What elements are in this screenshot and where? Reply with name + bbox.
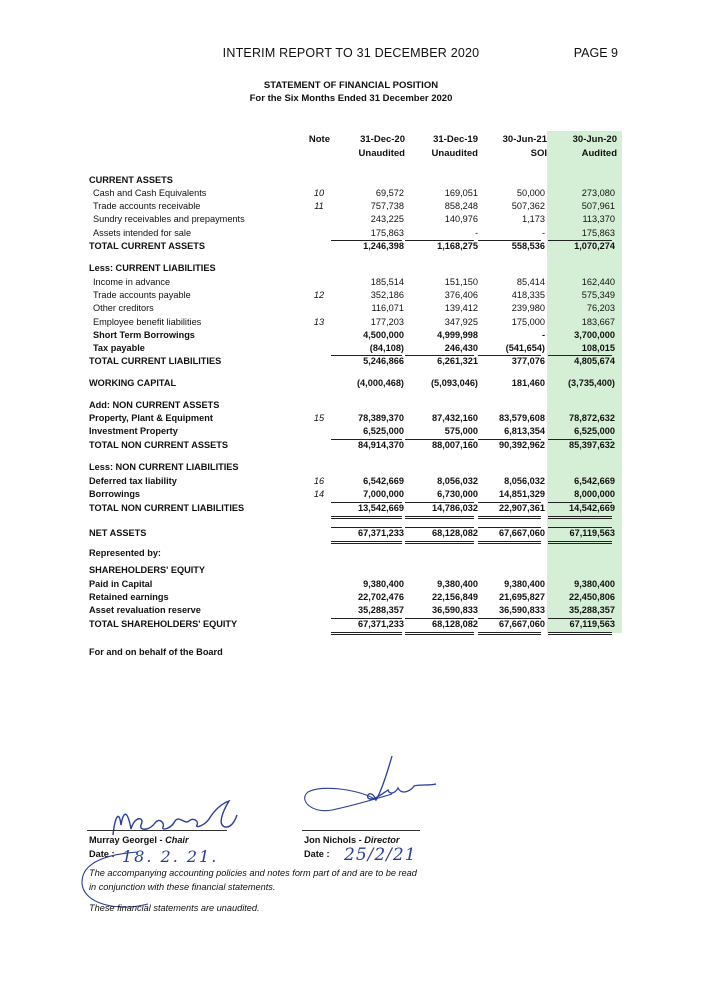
row-value: 90,392,962 bbox=[499, 440, 545, 450]
column-header-30-jun-20: 30-Jun-20 Audited bbox=[572, 134, 617, 159]
row-value: 22,450,806 bbox=[569, 592, 615, 602]
row-value: (541,654) bbox=[505, 343, 545, 353]
table-row bbox=[89, 342, 619, 355]
row-value: 9,380,400 bbox=[437, 579, 478, 589]
row-value: 67,667,060 bbox=[499, 528, 545, 538]
subtotal-rule bbox=[478, 618, 541, 619]
row-value: 67,371,233 bbox=[358, 528, 404, 538]
row-value: 78,389,370 bbox=[358, 413, 404, 423]
total-double-rule bbox=[331, 541, 402, 542]
total-double-rule bbox=[548, 632, 612, 633]
row-note: 13 bbox=[313, 317, 325, 327]
table-row bbox=[89, 547, 619, 560]
subtotal-rule bbox=[478, 527, 541, 528]
row-value: 36,590,833 bbox=[499, 605, 545, 615]
subtotal-rule bbox=[405, 439, 474, 440]
footer-line-1: The accompanying accounting policies and notes form part of and are to be read bbox=[89, 868, 417, 878]
subtotal-rule bbox=[478, 502, 541, 503]
total-double-rule bbox=[548, 516, 612, 517]
total-double-rule bbox=[331, 516, 402, 517]
row-value: 88,007,160 bbox=[432, 440, 478, 450]
subtotal-rule bbox=[548, 527, 612, 528]
row-note: 15 bbox=[313, 413, 325, 423]
subtotal-rule bbox=[405, 240, 474, 241]
row-label: NET ASSETS bbox=[89, 528, 147, 538]
table-row bbox=[89, 262, 619, 275]
row-label: TOTAL CURRENT LIABILITIES bbox=[89, 356, 222, 366]
row-label: Add: NON CURRENT ASSETS bbox=[89, 400, 220, 410]
row-value: (3,735,400) bbox=[568, 378, 615, 388]
row-value: 76,203 bbox=[586, 303, 615, 313]
row-label: Tax payable bbox=[93, 343, 145, 353]
row-value: 183,667 bbox=[581, 317, 615, 327]
row-value: 35,288,357 bbox=[569, 605, 615, 615]
row-value: 6,542,669 bbox=[574, 476, 615, 486]
row-value: - bbox=[541, 330, 545, 340]
row-value: 575,349 bbox=[581, 290, 615, 300]
row-value: 21,695,827 bbox=[499, 592, 545, 602]
subtotal-rule bbox=[331, 355, 402, 356]
row-label: Less: CURRENT LIABILITIES bbox=[89, 263, 216, 273]
row-value: 67,371,233 bbox=[358, 619, 404, 629]
row-value: 175,000 bbox=[511, 317, 545, 327]
total-double-rule bbox=[478, 543, 541, 544]
row-value: (5,093,046) bbox=[431, 378, 478, 388]
row-label: Trade accounts receivable bbox=[93, 201, 201, 211]
total-double-rule bbox=[331, 634, 402, 635]
row-value: 6,525,000 bbox=[363, 426, 404, 436]
row-value: 185,514 bbox=[370, 277, 404, 287]
row-value: 9,380,400 bbox=[574, 579, 615, 589]
total-double-rule bbox=[331, 543, 402, 544]
row-value: 113,370 bbox=[582, 214, 615, 224]
table-row bbox=[89, 276, 619, 289]
row-value: 84,914,370 bbox=[358, 440, 404, 450]
row-value: 67,667,060 bbox=[499, 619, 545, 629]
row-value: 5,246,866 bbox=[363, 356, 404, 366]
total-double-rule bbox=[548, 543, 612, 544]
row-value: 85,414 bbox=[516, 277, 545, 287]
row-label: TOTAL CURRENT ASSETS bbox=[89, 241, 206, 251]
column-header-31-dec-20: 31-Dec-20 Unaudited bbox=[358, 134, 405, 159]
row-value: 1,246,398 bbox=[363, 241, 404, 251]
row-value: 575,000 bbox=[444, 426, 478, 436]
table-row bbox=[89, 227, 619, 240]
report-title: INTERIM REPORT TO 31 DECEMBER 2020 bbox=[222, 46, 480, 60]
row-value: 1,168,275 bbox=[437, 241, 478, 251]
row-value: 239,980 bbox=[511, 303, 545, 313]
row-label: Paid in Capital bbox=[89, 579, 153, 589]
footer-line-3: These financial statements are unaudited. bbox=[89, 903, 260, 913]
table-row bbox=[89, 412, 619, 425]
total-double-rule bbox=[405, 541, 474, 542]
row-label: Cash and Cash Equivalents bbox=[93, 188, 207, 198]
table-row bbox=[89, 439, 619, 452]
row-value: 14,851,329 bbox=[499, 489, 545, 499]
statement-title: STATEMENT OF FINANCIAL POSITION bbox=[263, 80, 439, 91]
row-value: 4,500,000 bbox=[363, 330, 404, 340]
row-value: 9,380,400 bbox=[504, 579, 545, 589]
row-value: 858,248 bbox=[444, 201, 478, 211]
row-value: (84,108) bbox=[369, 343, 404, 353]
row-value: 14,786,032 bbox=[432, 503, 478, 513]
row-value: 246,430 bbox=[444, 343, 478, 353]
row-value: 507,362 bbox=[511, 201, 545, 211]
row-value: 87,432,160 bbox=[432, 413, 478, 423]
column-header-30-jun-21: 30-Jun-21 SOI bbox=[502, 134, 547, 159]
row-value: 22,156,849 bbox=[432, 592, 478, 602]
row-value: 67,119,563 bbox=[569, 619, 615, 629]
row-value: 116,071 bbox=[371, 303, 404, 313]
subtotal-rule bbox=[548, 439, 612, 440]
total-double-rule bbox=[405, 634, 474, 635]
row-value: 175,863 bbox=[581, 228, 615, 238]
subtotal-rule bbox=[478, 439, 541, 440]
chair-date-label: Date : bbox=[89, 849, 115, 859]
table-row bbox=[89, 213, 619, 226]
row-label: Trade accounts payable bbox=[93, 290, 191, 300]
row-value: 69,572 bbox=[375, 188, 404, 198]
row-value: 68,128,082 bbox=[432, 619, 478, 629]
subtotal-rule bbox=[405, 618, 474, 619]
row-label: Other creditors bbox=[93, 303, 154, 313]
row-value: 347,925 bbox=[444, 317, 478, 327]
row-value: 1,173 bbox=[522, 214, 545, 224]
row-label: Deferred tax liability bbox=[89, 476, 177, 486]
row-value: 558,536 bbox=[511, 241, 545, 251]
row-note: 10 bbox=[313, 188, 325, 198]
subtotal-rule bbox=[478, 240, 541, 241]
row-value: 78,872,632 bbox=[569, 413, 615, 423]
row-value: 181,460 bbox=[511, 378, 545, 388]
row-label: Represented by: bbox=[89, 548, 161, 558]
row-value: 6,525,000 bbox=[574, 426, 615, 436]
table-row bbox=[89, 488, 619, 501]
row-value: 6,542,669 bbox=[363, 476, 404, 486]
row-label: Less: NON CURRENT LIABILITIES bbox=[89, 462, 239, 472]
row-value: 22,702,476 bbox=[358, 592, 404, 602]
table-row bbox=[89, 578, 619, 591]
row-value: 9,380,400 bbox=[363, 579, 404, 589]
table-row bbox=[89, 425, 619, 438]
row-label: Income in advance bbox=[93, 277, 171, 287]
row-value: 175,863 bbox=[370, 228, 404, 238]
total-double-rule bbox=[331, 632, 402, 633]
row-value: (4,000,468) bbox=[357, 378, 404, 388]
row-label: Asset revaluation reserve bbox=[89, 605, 201, 615]
table-row bbox=[89, 377, 619, 390]
total-double-rule bbox=[478, 632, 541, 633]
row-value: 35,288,357 bbox=[358, 605, 404, 615]
total-double-rule bbox=[478, 541, 541, 542]
row-label: CURRENT ASSETS bbox=[89, 175, 173, 185]
table-row bbox=[89, 200, 619, 213]
row-value: 507,961 bbox=[581, 201, 615, 211]
row-value: 376,406 bbox=[444, 290, 478, 300]
table-row bbox=[89, 316, 619, 329]
row-note: 11 bbox=[314, 201, 324, 211]
total-double-rule bbox=[548, 541, 612, 542]
row-value: 14,542,669 bbox=[569, 503, 615, 513]
row-label: Borrowings bbox=[89, 489, 141, 499]
row-value: 6,261,321 bbox=[437, 356, 478, 366]
row-value: 757,738 bbox=[370, 201, 404, 211]
row-value: 162,440 bbox=[581, 277, 615, 287]
row-value: 83,579,608 bbox=[499, 413, 545, 423]
subtotal-rule bbox=[331, 618, 402, 619]
row-value: 108,015 bbox=[581, 343, 615, 353]
row-value: 6,730,000 bbox=[437, 489, 478, 499]
row-label: Short Term Borrowings bbox=[93, 330, 195, 340]
table-row bbox=[89, 289, 619, 302]
chair-name: Murray Georgel - Chair bbox=[89, 835, 189, 845]
row-value: - bbox=[474, 228, 478, 238]
total-double-rule bbox=[548, 634, 612, 635]
director-date-handwritten: 25/2/21 bbox=[344, 845, 417, 865]
subtotal-rule bbox=[548, 355, 612, 356]
total-double-rule bbox=[478, 518, 541, 519]
row-label: Property, Plant & Equipment bbox=[89, 413, 213, 423]
total-double-rule bbox=[331, 518, 402, 519]
row-label: WORKING CAPITAL bbox=[89, 378, 177, 388]
table-row bbox=[89, 461, 619, 474]
table-row bbox=[89, 355, 619, 368]
table-row bbox=[89, 302, 619, 315]
table-row bbox=[89, 187, 619, 200]
row-value: 67,119,563 bbox=[569, 528, 615, 538]
subtotal-rule bbox=[331, 502, 402, 503]
row-value: 243,225 bbox=[370, 214, 404, 224]
total-double-rule bbox=[478, 516, 541, 517]
row-value: 13,542,669 bbox=[358, 503, 404, 513]
row-value: 22,907,361 bbox=[499, 503, 545, 513]
row-label: Employee benefit liabilities bbox=[93, 317, 202, 327]
row-value: 85,397,632 bbox=[569, 440, 615, 450]
row-label: Assets intended for sale bbox=[93, 228, 192, 238]
chair-date-handwritten: 18. 2. 21. bbox=[122, 847, 219, 866]
chair-signature-line bbox=[87, 830, 227, 831]
director-signature-line bbox=[302, 830, 420, 831]
row-note: 12 bbox=[313, 290, 325, 300]
total-double-rule bbox=[548, 518, 612, 519]
subtotal-rule bbox=[405, 355, 474, 356]
subtotal-rule bbox=[478, 355, 541, 356]
director-date-label: Date : bbox=[304, 849, 330, 859]
subtotal-rule bbox=[548, 618, 612, 619]
row-value: 8,000,000 bbox=[574, 489, 615, 499]
board-line: For and on behalf of the Board bbox=[89, 647, 223, 657]
row-label: TOTAL NON CURRENT LIABILITIES bbox=[89, 503, 245, 513]
table-row bbox=[89, 564, 619, 577]
row-label: Investment Property bbox=[89, 426, 178, 436]
table-row bbox=[89, 527, 619, 540]
table-row bbox=[89, 329, 619, 342]
table-row bbox=[89, 174, 619, 187]
row-note: 16 bbox=[313, 476, 325, 486]
total-double-rule bbox=[405, 632, 474, 633]
subtotal-rule bbox=[405, 502, 474, 503]
column-header-note: Note bbox=[308, 134, 330, 145]
subtotal-rule bbox=[331, 527, 402, 528]
row-label: Retained earnings bbox=[89, 592, 169, 602]
row-value: 50,000 bbox=[516, 188, 545, 198]
row-value: 8,056,032 bbox=[504, 476, 545, 486]
table-row bbox=[89, 591, 619, 604]
row-value: 6,813,354 bbox=[504, 426, 545, 436]
row-label: Sundry receivables and prepayments bbox=[93, 214, 245, 224]
row-value: 8,056,032 bbox=[437, 476, 478, 486]
row-value: 3,700,000 bbox=[574, 330, 615, 340]
row-value: 169,051 bbox=[444, 188, 478, 198]
column-header-31-dec-19: 31-Dec-19 Unaudited bbox=[431, 134, 478, 159]
row-note: 14 bbox=[313, 489, 325, 499]
row-value: 273,080 bbox=[581, 188, 615, 198]
statement-subtitle: For the Six Months Ended 31 December 2020 bbox=[249, 93, 453, 104]
row-value: 68,128,082 bbox=[432, 528, 478, 538]
row-value: - bbox=[541, 228, 545, 238]
total-double-rule bbox=[405, 543, 474, 544]
subtotal-rule bbox=[548, 502, 612, 503]
table-row bbox=[89, 502, 619, 515]
total-double-rule bbox=[405, 516, 474, 517]
row-value: 1,070,274 bbox=[574, 241, 615, 251]
subtotal-rule bbox=[548, 240, 612, 241]
row-label: TOTAL SHAREHOLDERS' EQUITY bbox=[89, 619, 238, 629]
table-row bbox=[89, 475, 619, 488]
subtotal-rule bbox=[331, 439, 402, 440]
row-value: 7,000,000 bbox=[363, 489, 404, 499]
row-value: 177,203 bbox=[370, 317, 404, 327]
total-double-rule bbox=[478, 634, 541, 635]
row-value: 140,976 bbox=[444, 214, 478, 224]
row-label: TOTAL NON CURRENT ASSETS bbox=[89, 440, 229, 450]
row-value: 151,150 bbox=[444, 277, 478, 287]
row-value: 36,590,833 bbox=[432, 605, 478, 615]
table-row bbox=[89, 604, 619, 617]
table-row bbox=[89, 240, 619, 253]
row-value: 418,335 bbox=[511, 290, 545, 300]
subtotal-rule bbox=[405, 527, 474, 528]
row-value: 377,076 bbox=[511, 356, 545, 366]
row-label: SHAREHOLDERS' EQUITY bbox=[89, 565, 206, 575]
page-number: PAGE 9 bbox=[573, 46, 618, 60]
subtotal-rule bbox=[331, 240, 402, 241]
row-value: 352,186 bbox=[370, 290, 404, 300]
table-row bbox=[89, 399, 619, 412]
row-value: 139,412 bbox=[444, 303, 478, 313]
row-value: 4,805,674 bbox=[574, 356, 615, 366]
row-value: 4,999,998 bbox=[437, 330, 478, 340]
total-double-rule bbox=[405, 518, 474, 519]
director-name: Jon Nichols - Director bbox=[304, 835, 400, 845]
footer-line-2: in conjunction with these financial statements. bbox=[89, 882, 276, 892]
table-row bbox=[89, 618, 619, 631]
